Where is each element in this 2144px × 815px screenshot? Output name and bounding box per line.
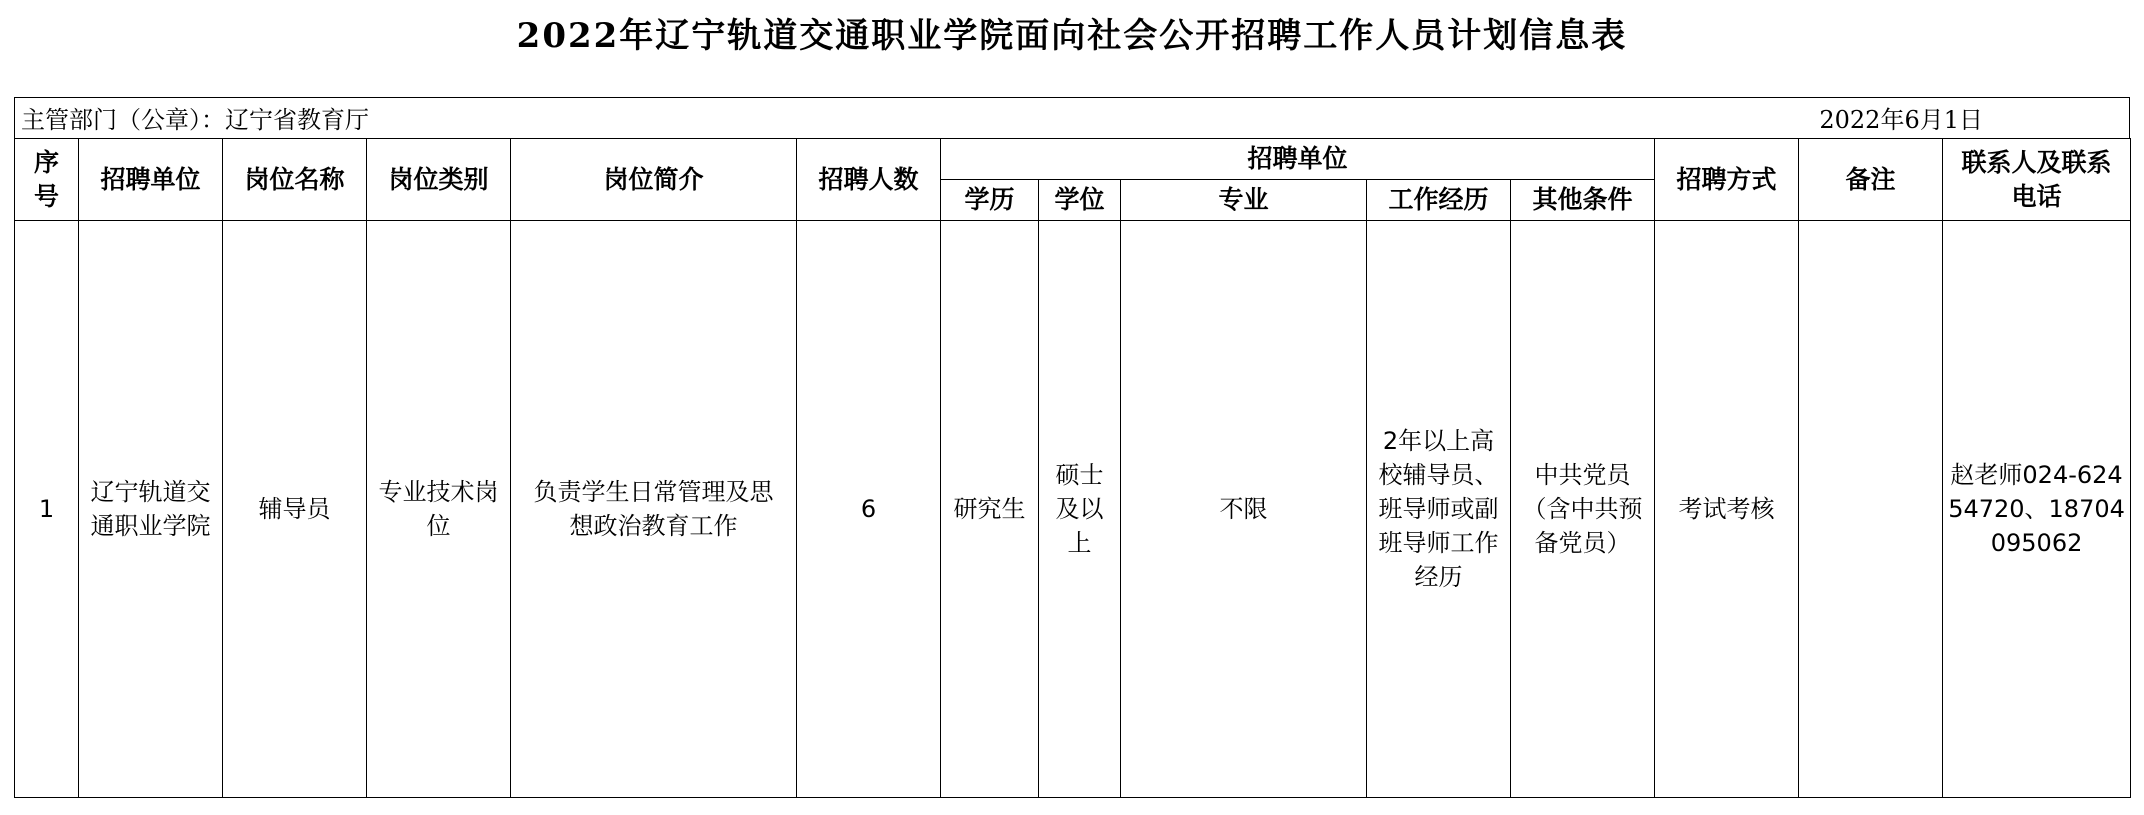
department-label: 主管部门（公章）：辽宁省教育厅 (21, 106, 369, 134)
cell-experience: 2年以上高校辅导员、班导师或副班导师工作经历 (1367, 221, 1511, 798)
table-row (15, 221, 2131, 798)
header-position-desc: 岗位简介 (511, 139, 797, 221)
cell-position-desc: 负责学生日常管理及思想政治教育工作 (511, 221, 797, 798)
header-row-1 (15, 139, 2131, 180)
header-seq: 序号 (15, 139, 79, 221)
header-position-type: 岗位类别 (367, 139, 511, 221)
header-education: 学历 (941, 180, 1039, 221)
header-degree: 学位 (1039, 180, 1121, 221)
meta-row (14, 97, 2130, 139)
header-unit: 招聘单位 (79, 139, 223, 221)
cell-contact: 赵老师024-62454720、18704095062 (1943, 221, 2131, 798)
header-experience: 工作经历 (1367, 180, 1511, 221)
cell-seq: 1 (15, 221, 79, 798)
cell-degree: 硕士及以上 (1039, 221, 1121, 798)
header-contact: 联系人及联系电话 (1943, 139, 2131, 221)
header-method: 招聘方式 (1655, 139, 1799, 221)
header-position-name: 岗位名称 (223, 139, 367, 221)
cell-count: 6 (797, 221, 941, 798)
header-other: 其他条件 (1511, 180, 1655, 221)
cell-remark (1799, 221, 1943, 798)
cell-unit: 辽宁轨道交通职业学院 (79, 221, 223, 798)
cell-other: 中共党员（含中共预备党员） (1511, 221, 1655, 798)
header-group: 招聘单位 (941, 139, 1655, 180)
page-title: 2022年辽宁轨道交通职业学院面向社会公开招聘工作人员计划信息表 (516, 16, 1628, 56)
recruitment-table (14, 138, 2131, 798)
cell-position-name: 辅导员 (223, 221, 367, 798)
date-label: 2022年6月1日 (1819, 106, 1983, 134)
cell-method: 考试考核 (1655, 221, 1799, 798)
header-major: 专业 (1121, 180, 1367, 221)
header-remark: 备注 (1799, 139, 1943, 221)
cell-education: 研究生 (941, 221, 1039, 798)
cell-position-type: 专业技术岗位 (367, 221, 511, 798)
cell-major: 不限 (1121, 221, 1367, 798)
header-count: 招聘人数 (797, 139, 941, 221)
